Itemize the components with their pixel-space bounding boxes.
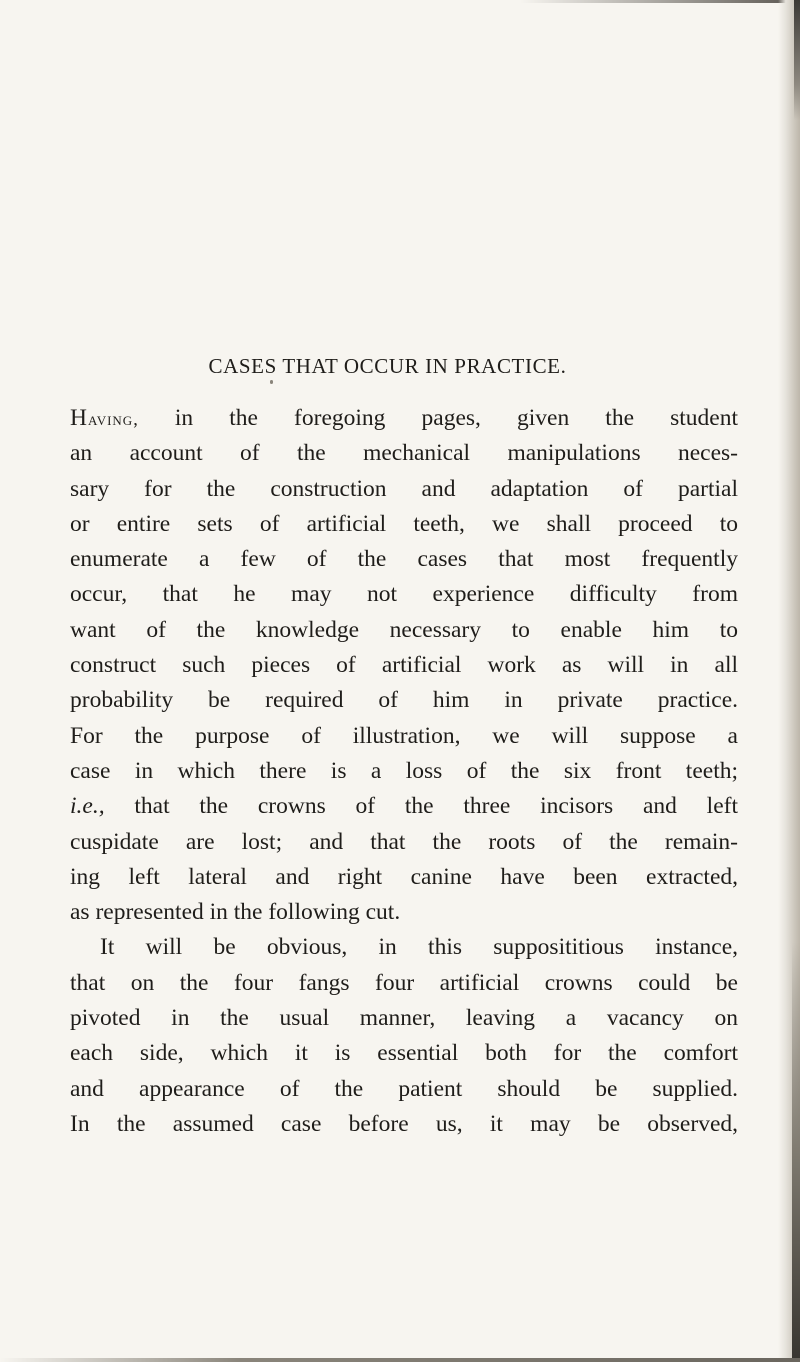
section-heading: CASES THAT OCCUR IN PRACTICE. xyxy=(208,354,567,378)
text-line-13: cuspidate are lost; and that the roots of the remain- xyxy=(70,828,738,855)
text-line-16: It will be obvious, in this supposititious instance, xyxy=(100,934,738,961)
text-line-7: want of the knowledge necessary to enable him to xyxy=(70,616,738,643)
page-right-edge-dark-top xyxy=(794,0,800,120)
page-top-edge-shadow xyxy=(520,0,800,3)
text-line-19: each side, which it is essential both for the comfort xyxy=(70,1040,738,1067)
text-line-20: and appearance of the patient should be supplied. xyxy=(70,1075,738,1102)
text-line-21: In the assumed case before us, it may be observed, xyxy=(70,1110,738,1137)
first-word: Having, xyxy=(70,405,139,431)
text-line-6: occur, that he may not experience difficulty from xyxy=(70,581,738,608)
text-line-18: pivoted in the usual manner, leaving a vacancy on xyxy=(70,1005,738,1032)
body-paragraph xyxy=(70,401,738,1142)
text-line-12: i.e., that the crowns of the three incisors and left xyxy=(70,793,738,820)
text-line-5: enumerate a few of the cases that most frequently xyxy=(70,546,738,573)
text-line-10: For the purpose of illustration, we will suppose a xyxy=(70,722,738,749)
text-line-17: that on the four fangs four artificial crowns could be xyxy=(70,969,738,996)
text-line-1: Having, in the foregoing pages, given the student xyxy=(70,405,738,431)
page-right-edge-dark-bottom xyxy=(792,942,800,1362)
text-line-2: an account of the mechanical manipulations neces- xyxy=(70,440,738,467)
text-line-11: case in which there is a loss of the six front teeth; xyxy=(70,757,738,784)
text-line-8: construct such pieces of artificial work as will in all xyxy=(70,652,738,679)
text-line-14: ing left lateral and right canine have been extracted, xyxy=(70,863,738,890)
text-line-15: as represented in the following cut. xyxy=(70,899,401,926)
paper-speck xyxy=(270,380,273,384)
text-line-4: or entire sets of artificial teeth, we shall proceed to xyxy=(70,510,738,537)
text-line-9: probability be required of him in private practice. xyxy=(70,687,738,714)
page-bottom-edge-shadow xyxy=(0,1358,800,1362)
text-line-3: sary for the construction and adaptation of partial xyxy=(70,475,738,502)
ie-abbreviation: i.e., xyxy=(70,793,105,820)
